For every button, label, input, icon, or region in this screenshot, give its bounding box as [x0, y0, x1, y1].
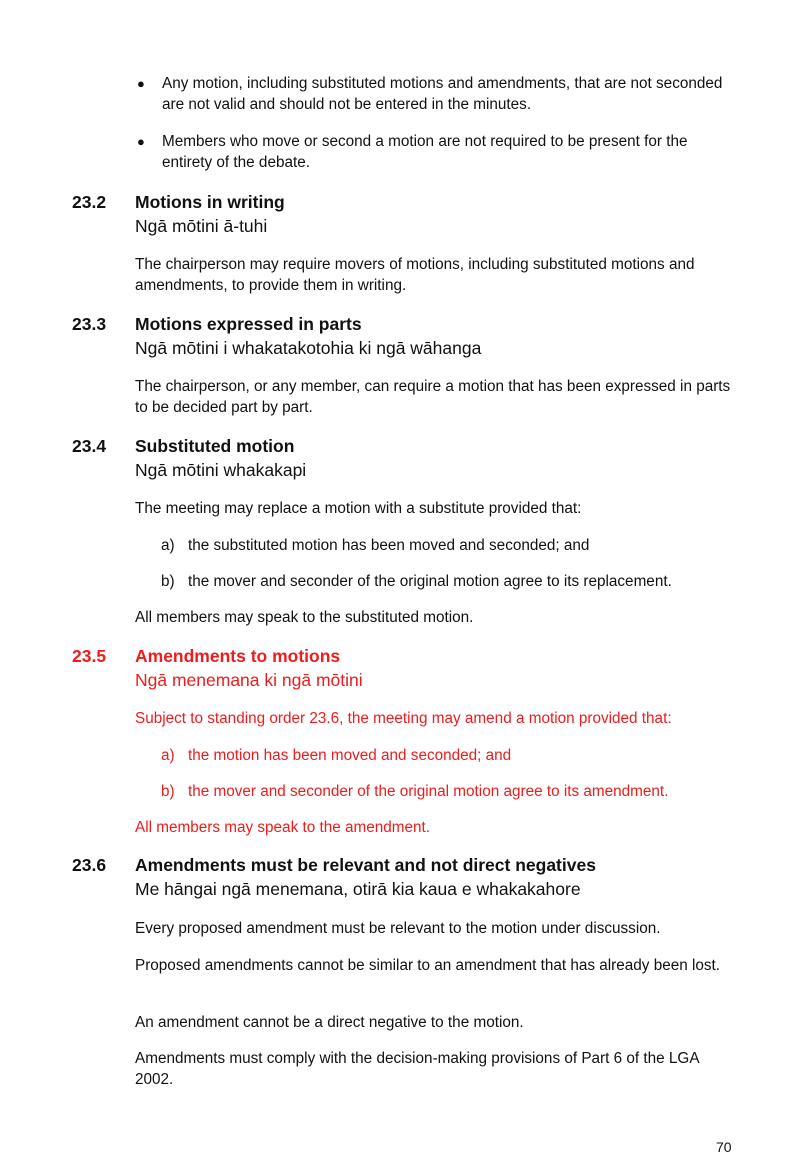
list-label: b) — [161, 573, 175, 590]
section-number: 23.5 — [72, 646, 107, 666]
section-title: Amendments must be relevant and not direct negatives — [135, 855, 596, 875]
bullet-icon: ● — [137, 76, 145, 91]
section-subtitle: Ngā mōtini i whakatakotohia ki ngā wāhanga — [135, 338, 482, 358]
section-heading — [135, 853, 755, 902]
bullet-list — [137, 73, 737, 189]
section-title: Motions expressed in parts — [135, 314, 362, 334]
section-subtitle: Ngā menemana ki ngā mōtini — [135, 670, 363, 690]
list-text: the mover and seconder of the original motion agree to its amendment. — [188, 783, 669, 800]
bullet-text: Members who move or second a motion are not required to be present for the entirety of the debate. — [162, 133, 688, 171]
bullet-item — [137, 131, 737, 173]
list-item — [161, 781, 741, 802]
section-title: Substituted motion — [135, 436, 295, 456]
section-intro: Subject to standing order 23.6, the meeting may amend a motion provided that: — [135, 710, 672, 727]
section-subtitle: Me hāngai ngā menemana, otirā kia kaua e whakakahore — [135, 879, 581, 899]
section-intro: The meeting may replace a motion with a substitute provided that: — [135, 500, 582, 517]
section-number: 23.6 — [72, 855, 107, 875]
list-text: the substituted motion has been moved and seconded; and — [188, 537, 590, 554]
section-closing: All members may speak to the substituted motion. — [135, 609, 474, 626]
section-paragraph: The chairperson, or any member, can require a motion that has been expressed in parts to be decided part by part. — [135, 378, 731, 416]
section-number: 23.3 — [72, 314, 107, 334]
section-heading — [135, 312, 755, 361]
section-subtitle: Ngā mōtini ā-tuhi — [135, 216, 268, 236]
section-title: Amendments to motions — [135, 646, 341, 666]
list-label: a) — [161, 747, 175, 764]
section-paragraph: Every proposed amendment must be relevant to the motion under discussion. — [135, 920, 661, 937]
bullet-icon: ● — [137, 134, 145, 149]
section-number: 23.2 — [72, 192, 107, 212]
bullet-item — [137, 73, 737, 115]
section-closing: All members may speak to the amendment. — [135, 819, 431, 836]
list-item — [161, 535, 741, 556]
section-heading — [135, 434, 755, 483]
section-number: 23.4 — [72, 436, 107, 456]
section-heading — [135, 644, 755, 693]
list-text: the mover and seconder of the original motion agree to its replacement. — [188, 573, 672, 590]
section-paragraph: Amendments must comply with the decision-making provisions of Part 6 of the LGA 2002. — [135, 1050, 699, 1088]
bullet-text: Any motion, including substituted motions and amendments, that are not seconded are not valid and should not be entered in the minutes. — [162, 75, 723, 113]
list-label: b) — [161, 783, 175, 800]
page-number: 70 — [716, 1139, 732, 1155]
list-item — [161, 571, 741, 592]
section-heading — [135, 190, 755, 239]
section-title: Motions in writing — [135, 192, 285, 212]
list-text: the motion has been moved and seconded; and — [188, 747, 512, 764]
section-paragraph: An amendment cannot be a direct negative to the motion. — [135, 1014, 524, 1031]
section-paragraph: The chairperson may require movers of motions, including substituted motions and amendments, to provide them in writing. — [135, 256, 695, 294]
list-item — [161, 745, 741, 766]
section-subtitle: Ngā mōtini whakakapi — [135, 460, 307, 480]
list-label: a) — [161, 537, 175, 554]
section-paragraph: Proposed amendments cannot be similar to an amendment that has already been lost. — [135, 957, 721, 974]
